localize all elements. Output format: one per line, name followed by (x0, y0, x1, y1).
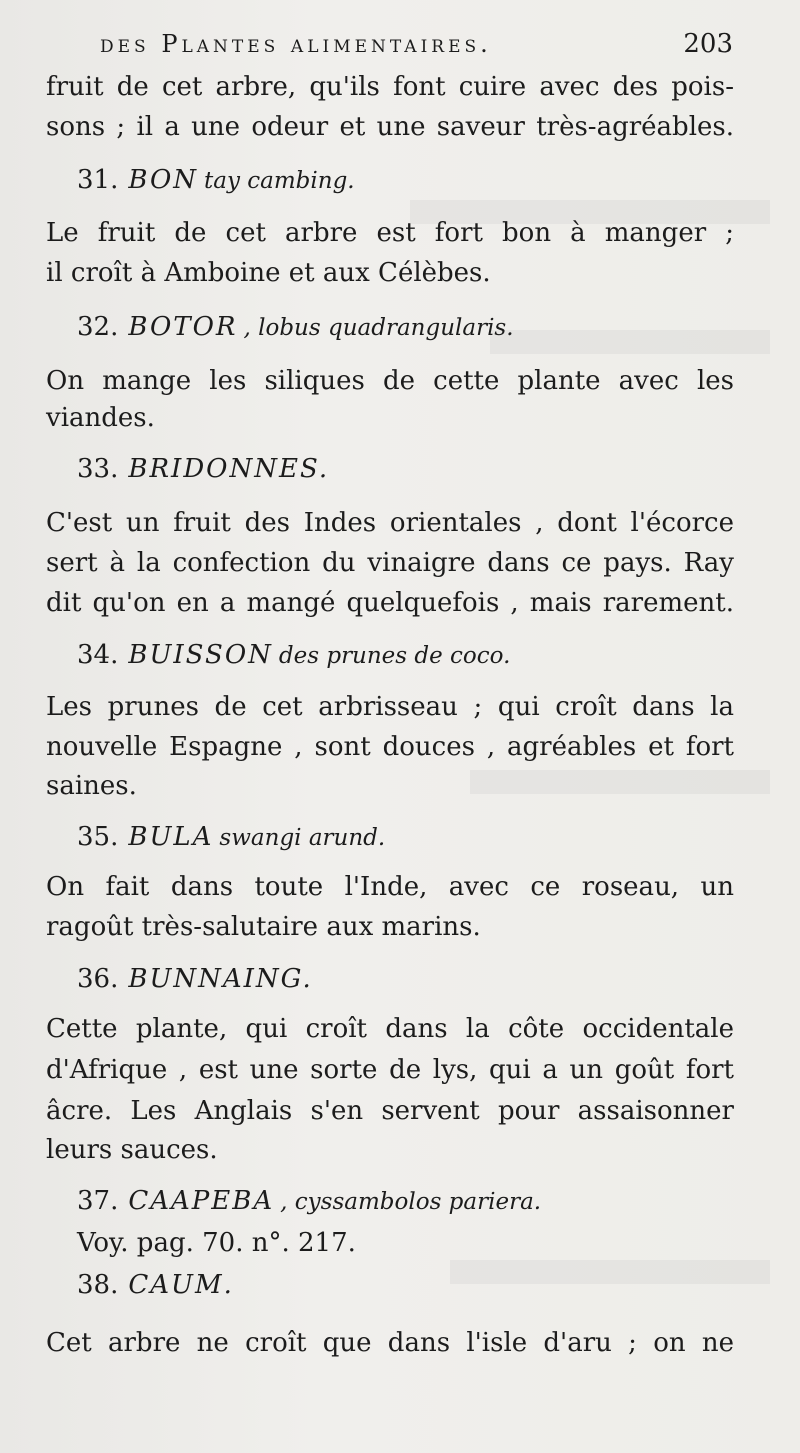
entry-number: 36. (77, 964, 119, 994)
entry-number: 33. (77, 454, 119, 484)
entry-number: 35. (77, 822, 119, 852)
entry-heading-37 (77, 1184, 541, 1219)
text-line: C'est un fruit des Indes orientales , dont l'écorce (46, 508, 734, 538)
entry-heading-33 (77, 452, 329, 486)
text-line: Cette plante, qui croît dans la côte occidentale (46, 1014, 734, 1044)
entry-name: CAUM. (128, 1270, 234, 1300)
show-through-texture (450, 1260, 770, 1284)
entry-name: BULA (128, 822, 214, 852)
entry-latin-name: des prunes de coco. (278, 643, 511, 669)
entry-heading-36 (77, 962, 313, 996)
text-line: On mange les siliques de cette plante avec les (46, 366, 734, 396)
text-line: dit qu'on en a mangé quelquefois , mais rarement. (46, 588, 734, 618)
text-line: il croît à Amboine et aux Célèbes. (46, 258, 491, 288)
entry-number: 31. (77, 165, 119, 195)
text-line: âcre. Les Anglais s'en servent pour assaisonner (46, 1096, 734, 1126)
entry-name: BON (128, 165, 199, 195)
text-line: Le fruit de cet arbre est fort bon à manger ; (46, 218, 734, 248)
text-line: d'Afrique , est une sorte de lys, qui a un goût fort (46, 1055, 734, 1085)
entry-name: BOTOR (128, 312, 238, 342)
entry-latin-name: , lobus quadrangularis. (243, 315, 514, 341)
text-line: Les prunes de cet arbrisseau ; qui croît dans la (46, 692, 734, 722)
entry-name: BUNNAING. (128, 964, 313, 994)
text-line: saines. (46, 771, 137, 801)
text-line: On fait dans toute l'Inde, avec ce roseau, un (46, 872, 734, 902)
entry-name: CAAPEBA (128, 1186, 275, 1216)
entry-heading-32 (77, 310, 514, 345)
entry-heading-38 (77, 1268, 234, 1302)
entry-number: 38. (77, 1270, 119, 1300)
text-line: leurs sauces. (46, 1135, 218, 1165)
entry-latin-name: swangi arund. (219, 825, 386, 851)
entry-number: 37. (77, 1186, 119, 1216)
page-number: 203 (683, 29, 733, 59)
entry-latin-name: tay cambing. (204, 168, 355, 194)
show-through-texture (490, 330, 770, 354)
entry-heading-34 (77, 638, 510, 673)
entry-number: 32. (77, 312, 119, 342)
cross-reference: Voy. pag. 70. n°. 217. (77, 1228, 356, 1258)
running-title: des Plantes alimentaires. (100, 30, 492, 58)
page-header (100, 27, 733, 61)
text-line: Cet arbre ne croît que dans l'isle d'aru ; on ne (46, 1328, 734, 1358)
entry-name: BRIDONNES. (128, 454, 330, 484)
entry-name: BUISSON (128, 640, 273, 670)
show-through-texture (470, 770, 770, 794)
text-line: fruit de cet arbre, qu'ils font cuire avec des pois- (46, 72, 734, 102)
entry-latin-name: , cyssambolos pariera. (280, 1189, 542, 1215)
entry-heading-35 (77, 820, 385, 855)
text-line: nouvelle Espagne , sont douces , agréables et fort (46, 732, 734, 762)
entry-number: 34. (77, 640, 119, 670)
text-line: viandes. (46, 403, 155, 433)
text-line: sert à la confection du vinaigre dans ce pays. Ray (46, 548, 734, 578)
text-line: sons ; il a une odeur et une saveur très-agréables. (46, 112, 734, 142)
text-line: ragoût très-salutaire aux marins. (46, 912, 481, 942)
entry-heading-31 (77, 163, 355, 198)
